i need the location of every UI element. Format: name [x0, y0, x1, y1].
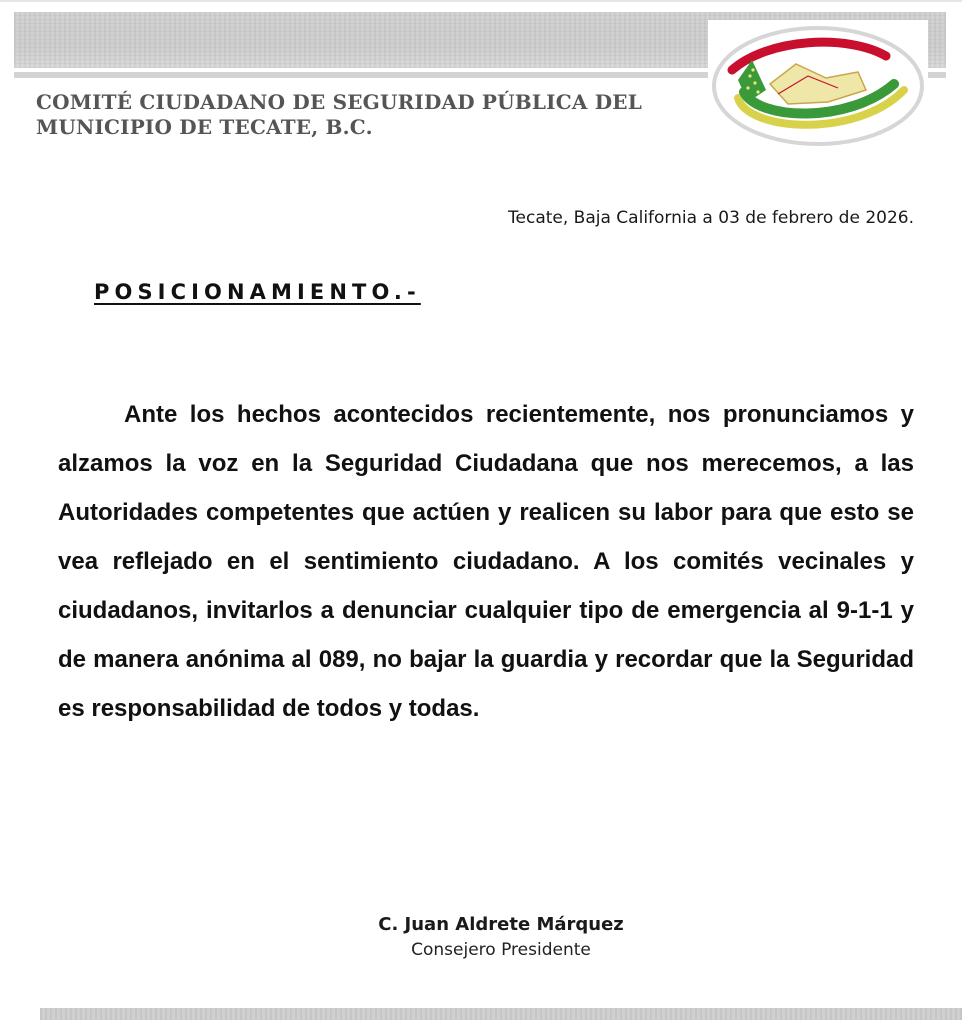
organization-name-line2: MUNICIPIO DE TECATE, B.C. — [36, 115, 373, 139]
logo-graphic — [708, 20, 928, 152]
organization-name-line1: COMITÉ CIUDADANO DE SEGURIDAD PÚBLICA DEL — [36, 90, 642, 114]
committee-seal-logo — [708, 20, 928, 152]
organization-name — [36, 90, 696, 140]
signature-block — [300, 912, 702, 962]
place-and-date: Tecate, Baja California a 03 de febrero de 2026. — [508, 208, 914, 228]
signatory-name: C. Juan Aldrete Márquez — [378, 914, 624, 935]
document-title: POSICIONAMIENTO.- — [94, 280, 421, 304]
statement-body: Ante los hechos acontecidos recientemente, nos pronunciamos y alzamos la voz en la Seguridad Ciudadana que nos merecemos, a las Autoridades competentes que actúen y realicen su labor para que esto se vea reflejado en el sentimiento ciudadano. A los comités vecinales y ciudadanos, invitarlos a denunciar cualquier tipo de emergencia al 9-1-1 y de manera anónima al 089, no bajar la guardia y recordar que la Seguridad es responsabilidad de todos y todas. — [58, 401, 914, 722]
footer-band — [40, 1008, 962, 1020]
signatory-role: Consejero Presidente — [411, 940, 591, 960]
